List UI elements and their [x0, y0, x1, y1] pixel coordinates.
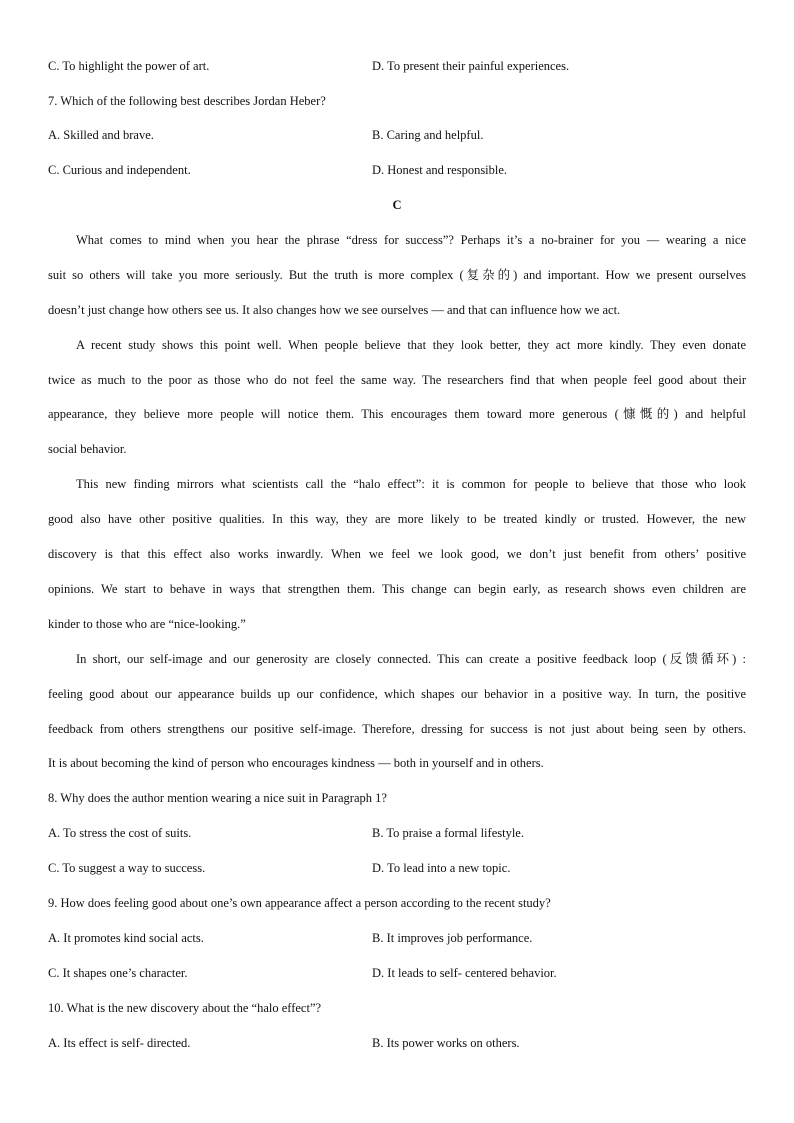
q9-option-a: A. It promotes kind social acts. [48, 931, 204, 945]
paragraph-line: kinder to those who are “nice-looking.” [48, 617, 246, 631]
paragraph-line: feedback from others strengthens our positive self-image. Therefore, dressing for success is not just about being seen by others. [48, 722, 746, 736]
q7-option-c: C. Curious and independent. [48, 163, 191, 177]
paragraph-line: It is about becoming the kind of person who encourages kindness — both in yourself and in others. [48, 756, 544, 770]
q7-option-b: B. Caring and helpful. [372, 128, 484, 142]
q9-question: 9. How does feeling good about one’s own appearance affect a person according to the recent study? [48, 896, 551, 910]
paragraph-line: twice as much to the poor as those who do not feel the same way. The researchers find that when people feel good about their [48, 373, 746, 387]
q10-option-b: B. Its power works on others. [372, 1036, 520, 1050]
q7-option-d: D. Honest and responsible. [372, 163, 508, 177]
paragraph-line: feeling good about our appearance builds up our confidence, which shapes our behavior in a positive way. In turn, the positive [48, 687, 746, 701]
q7-question: 7. Which of the following best describes Jordan Heber? [48, 94, 326, 108]
paragraph-line: suit so others will take you more seriously. But the truth is more complex (复杂的) and important. How we present ourselves [48, 268, 746, 282]
q6-option-d: D. To present their painful experiences. [372, 59, 570, 73]
q7-option-a: A. Skilled and brave. [48, 128, 154, 142]
q8-option-b: B. To praise a formal lifestyle. [372, 826, 524, 840]
q6-option-c: C. To highlight the power of art. [48, 59, 210, 73]
q8-option-a: A. To stress the cost of suits. [48, 826, 192, 840]
q8-option-c: C. To suggest a way to success. [48, 861, 206, 875]
paragraph-line: A recent study shows this point well. When people believe that they look better, they act more kindly. They even donate [76, 338, 746, 352]
q9-option-b: B. It improves job performance. [372, 931, 533, 945]
paragraph-line: In short, our self-image and our generosity are closely connected. This can create a positive feedback loop (反馈循环) : [76, 652, 746, 666]
q9-option-d: D. It leads to self- centered behavior. [372, 966, 557, 980]
paragraph-line: social behavior. [48, 442, 127, 456]
paragraph-line: This new finding mirrors what scientists call the “halo effect”: it is common for people to believe that those who look [76, 477, 746, 491]
q9-option-c: C. It shapes one’s character. [48, 966, 188, 980]
paragraph-line: good also have other positive qualities. In this way, they are more likely to be treated kindly or trusted. However, the new [48, 512, 746, 526]
section-heading: C [392, 198, 402, 212]
q8-option-d: D. To lead into a new topic. [372, 861, 511, 875]
paragraph-line: discovery is that this effect also works inwardly. When we feel we look good, we don’t just benefit from others’ positive [48, 547, 746, 561]
q10-option-a: A. Its effect is self- directed. [48, 1036, 191, 1050]
paragraph-line: opinions. We start to behave in ways that strengthen them. This change can begin early, as research shows even children are [48, 582, 746, 596]
q8-question: 8. Why does the author mention wearing a nice suit in Paragraph 1? [48, 791, 387, 805]
paragraph-line: What comes to mind when you hear the phrase “dress for success”? Perhaps it’s a no-brainer for you — wearing a nice [76, 233, 746, 247]
paragraph-line: appearance, they believe more people will notice them. This encourages them toward more generous (慷慨的) and helpful [48, 407, 746, 421]
q10-question: 10. What is the new discovery about the “halo effect”? [48, 1001, 322, 1015]
paragraph-line: doesn’t just change how others see us. It also changes how we see ourselves — and that can influence how we act. [48, 303, 621, 317]
